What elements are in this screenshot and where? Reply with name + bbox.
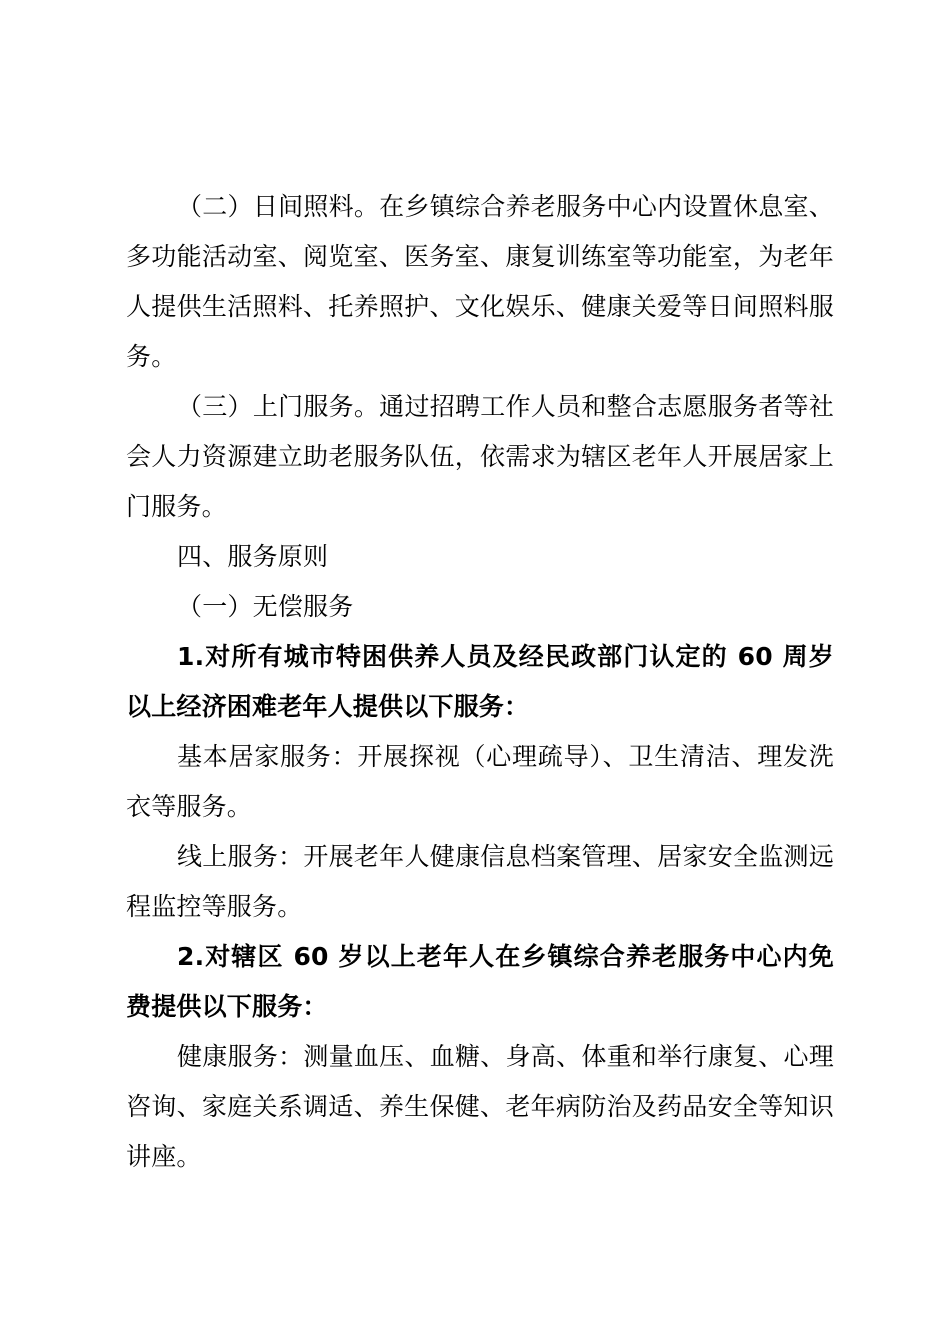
- item-2-heading: 2.对辖区 60 岁以上老年人在乡镇综合养老服务中心内免费提供以下服务：: [126, 942, 834, 1021]
- paragraph-basic-home-service: 基本居家服务：开展探视（心理疏导）、卫生清洁、理发洗衣等服务。: [126, 742, 834, 821]
- item-1-heading: 1.对所有城市特困供养人员及经民政部门认定的 60 周岁以上经济困难老年人提供以下服务：: [126, 642, 834, 721]
- paragraph-day-care: （二）日间照料。在乡镇综合养老服务中心内设置休息室、多功能活动室、阅览室、医务室、康复训练室等功能室，为老年人提供生活照料、托养照护、文化娱乐、健康关爱等日间照料服务。: [126, 192, 834, 371]
- paragraph-home-service: （三）上门服务。通过招聘工作人员和整合志愿服务者等社会人力资源建立助老服务队伍，依需求为辖区老年人开展居家上门服务。: [126, 392, 834, 521]
- section-heading-service-principles: 四、服务原则: [177, 542, 329, 571]
- paragraph-online-service: 线上服务：开展老年人健康信息档案管理、居家安全监测远程监控等服务。: [126, 842, 834, 921]
- paragraph-health-service: 健康服务：测量血压、血糖、身高、体重和举行康复、心理咨询、家庭关系调适、养生保健、老年病防治及药品安全等知识讲座。: [126, 1042, 834, 1171]
- subsection-heading-free-service: （一）无偿服务: [177, 592, 354, 621]
- document-body: [126, 182, 834, 1182]
